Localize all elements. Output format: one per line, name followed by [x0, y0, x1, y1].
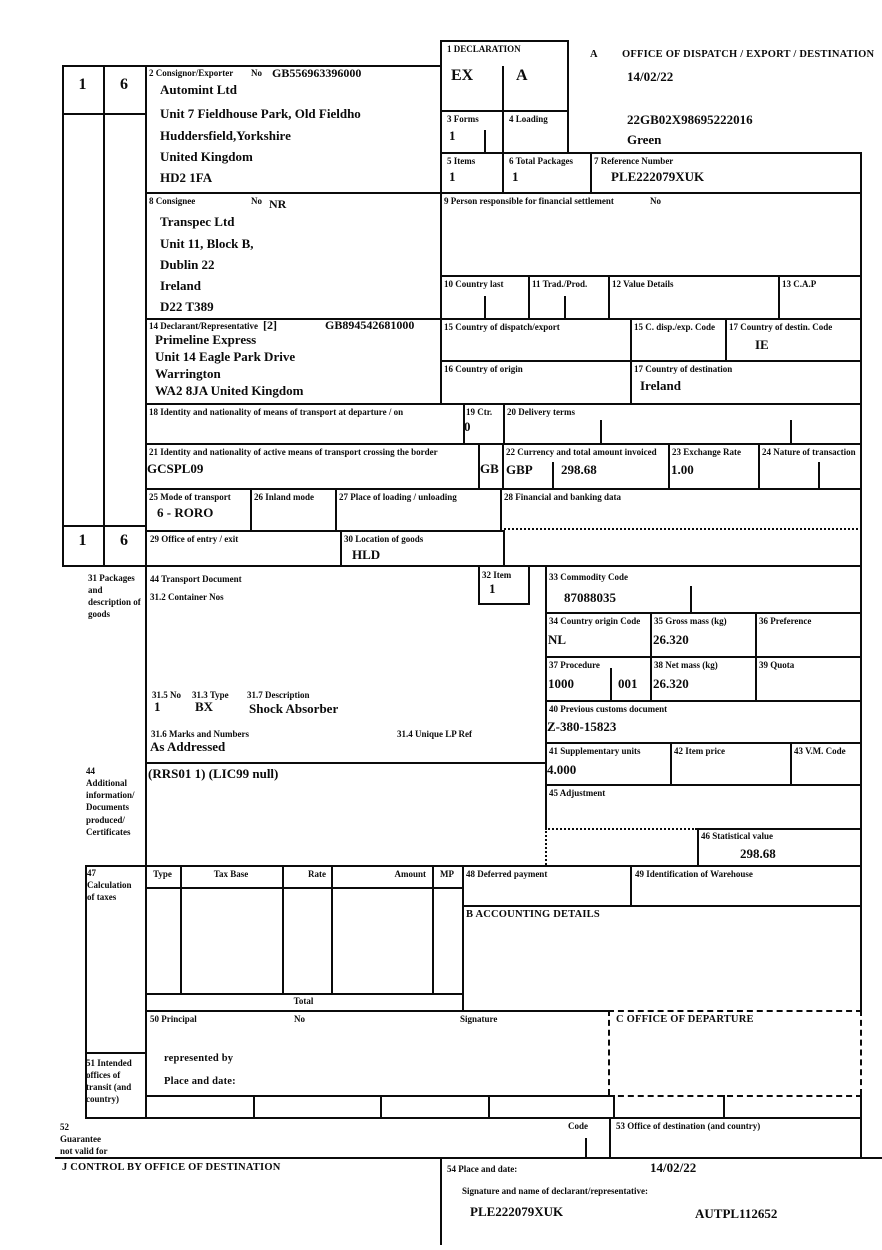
divider	[528, 565, 530, 603]
tax-col-amount: Amount	[394, 869, 426, 879]
divider	[630, 865, 632, 905]
mode-of-transport: 6 - RORO	[157, 505, 214, 520]
total-packages-value: 1	[512, 169, 519, 184]
box314-label: 31.4 Unique LP Ref	[397, 729, 473, 739]
divider	[180, 865, 182, 993]
consignor-postcode: HD2 1FA	[160, 170, 213, 185]
commodity-code: 87088035	[564, 590, 616, 605]
tick-mark	[790, 420, 792, 443]
dashed-divider	[860, 1010, 862, 1095]
box2-no-label: No	[251, 68, 262, 78]
declarant-postcode: WA2 8JA United Kingdom	[155, 383, 304, 398]
box4-label: 4 Loading	[509, 114, 548, 124]
box25-label: 25 Mode of transport	[149, 492, 231, 502]
divider	[145, 887, 462, 889]
declarant-reference: PLE222079XUK	[470, 1204, 564, 1219]
package-count: 1	[154, 699, 161, 714]
box50-signature-label: Signature	[460, 1014, 498, 1024]
dashed-divider	[608, 1095, 862, 1097]
divider	[608, 275, 610, 318]
boxJ-label: J CONTROL BY OFFICE OF DESTINATION	[62, 1162, 281, 1173]
consignee-name: Transpec Ltd	[160, 214, 235, 229]
dotted-divider	[545, 828, 547, 865]
consignor-eori: GB556963396000	[272, 66, 362, 80]
divider	[462, 905, 862, 907]
consignor-address-line: Unit 7 Fieldhouse Park, Old Fieldho	[160, 106, 361, 121]
gross-mass: 26.320	[653, 632, 689, 647]
box8-label: 8 Consignee	[149, 196, 196, 206]
box39-label: 39 Quota	[759, 660, 795, 670]
divider	[62, 65, 64, 567]
box15a-label: 15 C. disp./exp. Code	[634, 322, 716, 332]
box41-label: 41 Supplementary units	[549, 746, 641, 756]
consignee-address-line: Unit 11, Block B,	[160, 236, 254, 251]
box33-label: 33 Commodity Code	[549, 572, 628, 582]
box12-label: 12 Value Details	[612, 279, 674, 289]
divider	[545, 656, 862, 658]
divider	[500, 488, 502, 528]
item-number: 1	[489, 581, 496, 596]
box49-label: 49 Identification of Warehouse	[635, 869, 753, 879]
declaration-type: EX	[451, 67, 474, 84]
box22-label: 22 Currency and total amount invoiced	[506, 447, 657, 457]
consignee-postcode: D22 T389	[160, 299, 214, 314]
divider	[478, 565, 480, 603]
marks-and-numbers: As Addressed	[150, 739, 226, 754]
divider	[62, 565, 862, 567]
divider	[103, 65, 105, 567]
package-type: BX	[195, 699, 214, 714]
divider	[440, 275, 862, 277]
box44-transport-doc-label: 44 Transport Document	[150, 574, 242, 584]
tick-mark	[600, 420, 602, 443]
invoice-amount: 298.68	[561, 462, 597, 477]
divider	[145, 993, 462, 995]
box26-label: 26 Inland mode	[254, 492, 315, 502]
box40-label: 40 Previous customs document	[549, 704, 668, 714]
box313-label: 31.3 Type	[192, 690, 229, 700]
divider	[502, 443, 504, 488]
divider	[331, 865, 333, 993]
box9-no-label: No	[650, 196, 661, 206]
consignor-address-line: Huddersfield,Yorkshire	[160, 128, 291, 143]
divider	[282, 865, 284, 993]
box11-label: 11 Trad./Prod.	[532, 279, 588, 289]
divider	[503, 403, 505, 443]
divider	[432, 865, 434, 993]
declaration-date: 14/02/22	[650, 1160, 697, 1175]
tax-col-mp: MP	[440, 869, 454, 879]
divider	[567, 40, 569, 152]
goods-location: HLD	[352, 547, 381, 562]
divider	[440, 360, 862, 362]
divider	[85, 1052, 145, 1054]
divider	[503, 530, 505, 565]
copy-number-right-2: 6	[120, 532, 128, 549]
declarant-name-code: AUTPL112652	[695, 1206, 778, 1221]
net-mass: 26.320	[653, 676, 689, 691]
box20-label: 20 Delivery terms	[507, 407, 575, 417]
divider	[723, 1095, 725, 1117]
box315-label: 31.5 No	[152, 690, 181, 700]
dashed-divider	[608, 1010, 862, 1012]
code-label: Code	[568, 1121, 588, 1131]
divider	[145, 192, 862, 194]
procedure-code: 1000	[548, 676, 574, 691]
divider	[85, 1117, 862, 1119]
transport-nationality: GB	[480, 461, 499, 476]
divider	[488, 1095, 490, 1117]
tax-col-rate: Rate	[308, 869, 326, 879]
tax-col-base: Tax Base	[213, 869, 249, 879]
divider	[440, 110, 569, 112]
tick-mark	[484, 130, 486, 152]
divider	[609, 1117, 611, 1157]
box44-label: 44 Additional information/ Documents produced/ Certificates	[86, 766, 135, 837]
divider	[668, 443, 670, 488]
box50-no-label: No	[294, 1014, 305, 1024]
supplementary-units: 4.000	[547, 762, 577, 777]
divider	[545, 742, 862, 744]
box45-label: 45 Adjustment	[549, 788, 606, 798]
box51-label: 51 Intended offices of transit (and country)	[86, 1058, 132, 1105]
exchange-rate: 1.00	[671, 462, 694, 477]
divider	[860, 152, 862, 1010]
divider	[145, 762, 545, 764]
tick-mark	[585, 1138, 587, 1157]
box37-label: 37 Procedure	[549, 660, 600, 670]
boxC-label: C OFFICE OF DEPARTURE	[616, 1014, 754, 1025]
divider	[253, 1095, 255, 1117]
invoice-currency: GBP	[506, 462, 533, 477]
declarant-address-line: Warrington	[155, 366, 221, 381]
box6-label: 6 Total Packages	[509, 156, 574, 166]
boxA-label: OFFICE OF DISPATCH / EXPORT / DESTINATION	[622, 49, 875, 60]
declarant-name: Primeline Express	[155, 332, 257, 347]
box18-label: 18 Identity and nationality of means of transport at departure / on	[149, 407, 404, 417]
box10-label: 10 Country last	[444, 279, 504, 289]
copy-number-left-2: 1	[78, 532, 87, 549]
declarant-address-line: Unit 14 Eagle Park Drive	[155, 349, 296, 364]
divider	[725, 318, 727, 360]
divider	[145, 1095, 608, 1097]
box30-label: 30 Location of goods	[344, 534, 424, 544]
divider	[758, 443, 760, 488]
divider	[85, 865, 862, 867]
box21-label: 21 Identity and nationality of active means of transport crossing the border	[149, 447, 438, 457]
transport-identity: GCSPL09	[147, 461, 204, 476]
box32-label: 32 Item	[482, 570, 512, 580]
box35-label: 35 Gross mass (kg)	[654, 616, 727, 626]
tax-total-label: Total	[293, 996, 314, 1006]
divider	[502, 66, 504, 192]
divider	[55, 1157, 882, 1159]
routing-status: Green	[627, 132, 662, 147]
divider	[440, 40, 569, 42]
divider	[697, 828, 862, 830]
box38-label: 38 Net mass (kg)	[654, 660, 718, 670]
box24-label: 24 Nature of transaction	[762, 447, 856, 457]
box17-label: 17 Country of destination	[634, 364, 733, 374]
tax-col-type: Type	[153, 869, 172, 879]
statistical-value: 298.68	[740, 846, 776, 861]
divider	[340, 530, 342, 565]
box316-label: 31.6 Marks and Numbers	[151, 729, 250, 739]
consignee-address-line: Ireland	[160, 278, 201, 293]
box52-label: 52 Guarantee not valid for	[60, 1122, 108, 1157]
divider	[590, 152, 592, 192]
divider	[145, 1010, 608, 1012]
forms-value: 1	[449, 128, 456, 143]
divider	[62, 65, 442, 67]
box19-label: 19 Ctr.	[466, 407, 493, 417]
divider	[380, 1095, 382, 1117]
box317-label: 31.7 Description	[247, 690, 310, 700]
box48-label: 48 Deferred payment	[466, 869, 548, 879]
box27-label: 27 Place of loading / unloading	[339, 492, 457, 502]
divider	[145, 65, 147, 1117]
consignee-id: NR	[269, 197, 287, 211]
copy-number-left: 1	[78, 76, 87, 93]
tick-mark	[818, 462, 820, 488]
destination-country-code: IE	[755, 337, 769, 352]
divider	[462, 865, 464, 1010]
dotted-divider	[500, 528, 862, 530]
box15-label: 15 Country of dispatch/export	[444, 322, 560, 332]
box23-label: 23 Exchange Rate	[672, 447, 741, 457]
divider	[545, 700, 862, 702]
dispatch-date: 14/02/22	[627, 69, 674, 84]
divider	[145, 318, 862, 320]
consignor-address-line: United Kingdom	[160, 149, 253, 164]
representative-code: [2]	[263, 318, 277, 332]
box31-label: 31 Packages and description of goods	[88, 573, 141, 620]
box17a-label: 17 Country of destin. Code	[729, 322, 833, 332]
container-flag: 0	[464, 419, 471, 434]
box5-label: 5 Items	[447, 156, 476, 166]
box16-label: 16 Country of origin	[444, 364, 523, 374]
divider	[790, 742, 792, 784]
box47-label: 47 Calculation of taxes	[87, 868, 132, 903]
box3-label: 3 Forms	[447, 114, 479, 124]
reference-number: PLE222079XUK	[611, 169, 705, 184]
box34-label: 34 Country origin Code	[549, 616, 641, 626]
place-and-date-label: Place and date:	[164, 1076, 236, 1087]
box8-no-label: No	[251, 196, 262, 206]
box43-label: 43 V.M. Code	[794, 746, 846, 756]
origin-country-code: NL	[548, 632, 567, 647]
divider	[478, 603, 530, 605]
box54-label: 54 Place and date:	[447, 1164, 518, 1174]
tick-mark	[484, 296, 486, 318]
box29-label: 29 Office of entry / exit	[150, 534, 239, 544]
divider	[630, 318, 632, 403]
divider	[613, 1095, 615, 1117]
boxA-letter: A	[590, 49, 598, 60]
divider	[440, 40, 442, 403]
divider	[250, 488, 252, 530]
procedure-code-2: 001	[618, 676, 638, 691]
tick-mark	[690, 586, 692, 612]
divider	[545, 565, 547, 828]
divider	[670, 742, 672, 784]
divider	[755, 612, 757, 700]
divider	[650, 612, 652, 700]
boxB-label: B ACCOUNTING DETAILS	[466, 909, 600, 920]
consignor-name: Automint Ltd	[160, 82, 237, 97]
represented-by-label: represented by	[164, 1053, 234, 1064]
box53-label: 53 Office of destination (and country)	[616, 1121, 761, 1131]
dotted-divider	[545, 828, 697, 830]
box36-label: 36 Preference	[759, 616, 812, 626]
box9-label: 9 Person responsible for financial settlement	[444, 196, 614, 206]
box312-label: 31.2 Container Nos	[150, 592, 224, 602]
tick-mark	[610, 668, 612, 700]
additional-information: (RRS01 1) (LIC99 null)	[148, 766, 279, 781]
movement-reference-number: 22GB02X98695222016	[627, 112, 753, 127]
divider	[145, 488, 862, 490]
box2-label: 2 Consignor/Exporter	[149, 68, 234, 78]
previous-document: Z-380-15823	[547, 719, 617, 734]
divider	[697, 828, 699, 865]
signature-name-label: Signature and name of declarant/representative:	[462, 1186, 648, 1196]
divider	[440, 1157, 442, 1245]
box13-label: 13 C.A.P	[782, 279, 817, 289]
box14-label: 14 Declarant/Representative	[149, 321, 259, 331]
copy-number-right: 6	[120, 76, 128, 93]
box46-label: 46 Statistical value	[701, 831, 773, 841]
tick-mark	[552, 462, 554, 488]
box7-label: 7 Reference Number	[594, 156, 674, 166]
divider	[335, 488, 337, 530]
dashed-divider	[608, 1010, 610, 1095]
consignee-address-line: Dublin 22	[160, 257, 215, 272]
declaration-subtype: A	[516, 67, 528, 84]
box50-label: 50 Principal	[150, 1014, 197, 1024]
destination-country: Ireland	[640, 378, 681, 393]
box28-label: 28 Financial and banking data	[504, 492, 622, 502]
divider	[778, 275, 780, 318]
box1-label: 1 DECLARATION	[447, 44, 521, 54]
box42-label: 42 Item price	[674, 746, 725, 756]
divider	[860, 1095, 862, 1157]
goods-description: Shock Absorber	[249, 701, 339, 716]
divider	[528, 275, 530, 318]
items-value: 1	[449, 169, 456, 184]
divider	[545, 784, 862, 786]
declarant-eori: GB894542681000	[325, 318, 415, 332]
tick-mark	[564, 296, 566, 318]
divider	[145, 530, 503, 532]
divider	[545, 612, 862, 614]
